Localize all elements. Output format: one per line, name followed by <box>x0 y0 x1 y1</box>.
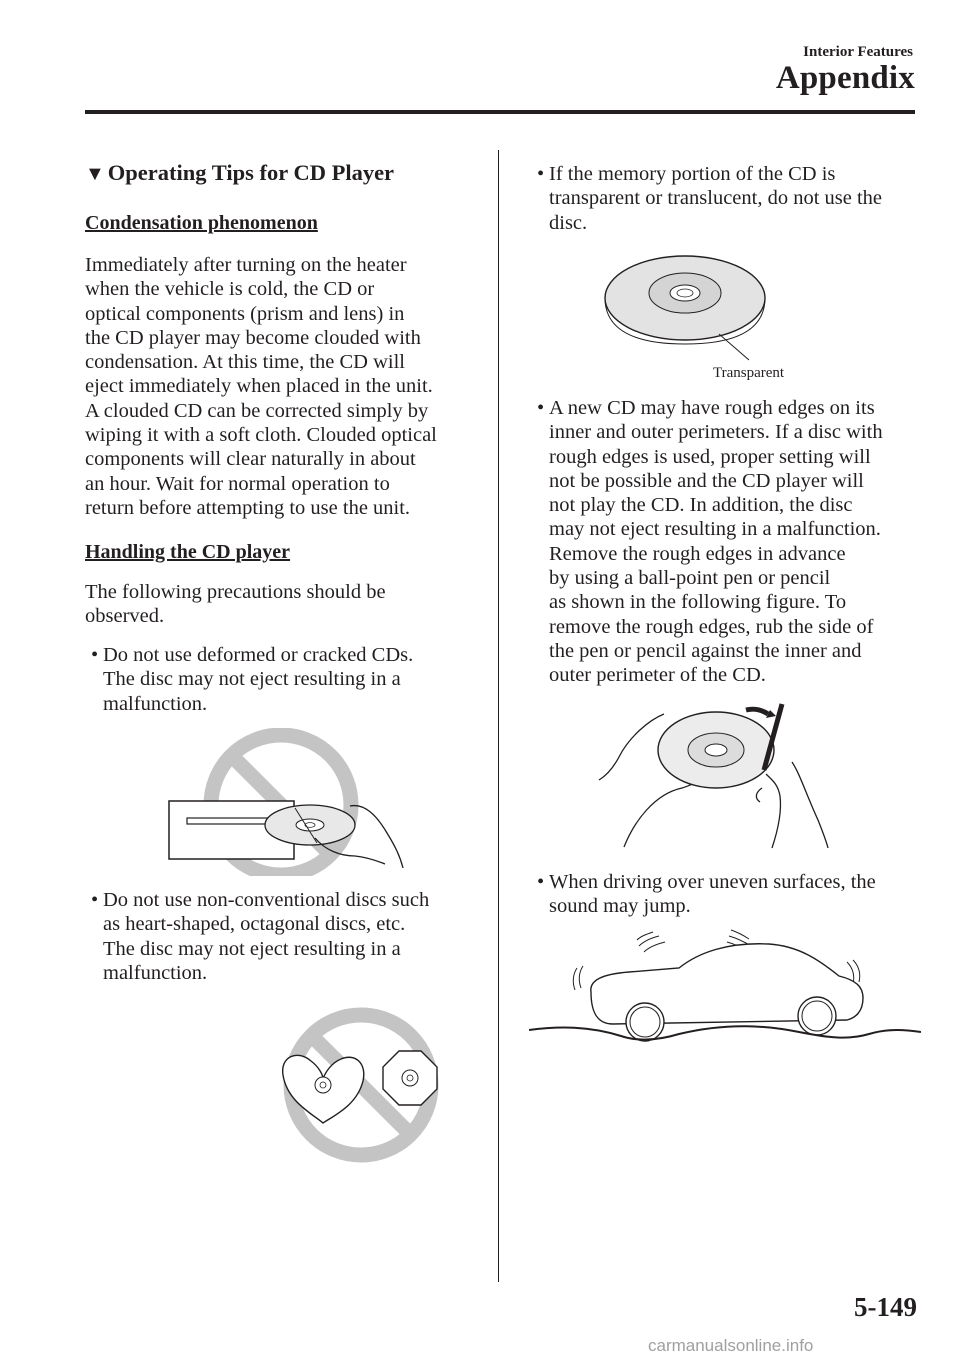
section-title-text: Operating Tips for CD Player <box>107 160 395 185</box>
no-cracked-cd-illustration <box>165 728 485 876</box>
bullet-dot: • <box>91 644 99 666</box>
watermark: carmanualsonline.info <box>648 1336 814 1355</box>
column-divider <box>498 150 499 1282</box>
handling-heading: Handling the CD player <box>85 541 291 563</box>
running-header-chapter: Appendix <box>775 60 915 96</box>
bullet-uneven-surfaces: • When driving over uneven surfaces, the sound may jump. <box>537 871 876 918</box>
car-uneven-road-illustration <box>529 922 921 1047</box>
bullet-dot: • <box>91 889 99 911</box>
running-header-section: Interior Features <box>803 44 913 60</box>
bullet-transparent-disc: • If the memory portion of the CD is transparent or translucent, do not use the disc. <box>537 163 883 234</box>
condensation-heading: Condensation phenomenon <box>85 212 318 234</box>
condensation-paragraph: Immediately after turning on the heater when the vehicle is cold, the CD or optical components (prism and lens) in the CD player may become clouded with condensation. At this time, the CD will eject immediately when placed in the unit. A clouded CD can be corrected simply by wiping it with a soft cloth. Clouded optical components will clear naturally in about an hour. Wait for normal operation to return before attempting to use the unit. <box>85 254 437 519</box>
header-rule <box>85 110 915 114</box>
transparent-caption: Transparent <box>713 365 785 381</box>
bullet-dot: • <box>537 397 545 419</box>
bullet-deformed-cds: • Do not use deformed or cracked CDs. The disc may not eject resulting in a malfunction. <box>91 644 414 715</box>
remove-rough-edges-illustration <box>594 702 864 850</box>
bullet-dot: • <box>537 871 545 893</box>
bullet-rough-edges: • A new CD may have rough edges on its inner and outer perimeters. If a disc with rough edges is used, proper setting will not be possible and the CD player will not play the CD. In addition, the disc may not eject resulting in a malfunction. Remove the rough edges in advance by using a ball-point pen or pencil as shown in the following figure. To remove the rough edges, rub the side of the pen or pencil against the inner and outer perimeter of the CD. <box>537 397 883 687</box>
no-odd-shaped-discs-illustration <box>185 1007 465 1167</box>
page-number: 5-149 <box>854 1292 917 1322</box>
transparent-cd-illustration <box>599 248 799 368</box>
triangle-marker-icon: ▼ <box>85 163 105 185</box>
bullet-dot: • <box>537 163 545 185</box>
section-title <box>85 160 394 186</box>
bullet-non-conventional-discs: • Do not use non-conventional discs such as heart-shaped, octagonal discs, etc. The disc may not eject resulting in a malfunction. <box>91 889 430 984</box>
handling-intro: The following precautions should be observed. <box>85 581 386 628</box>
